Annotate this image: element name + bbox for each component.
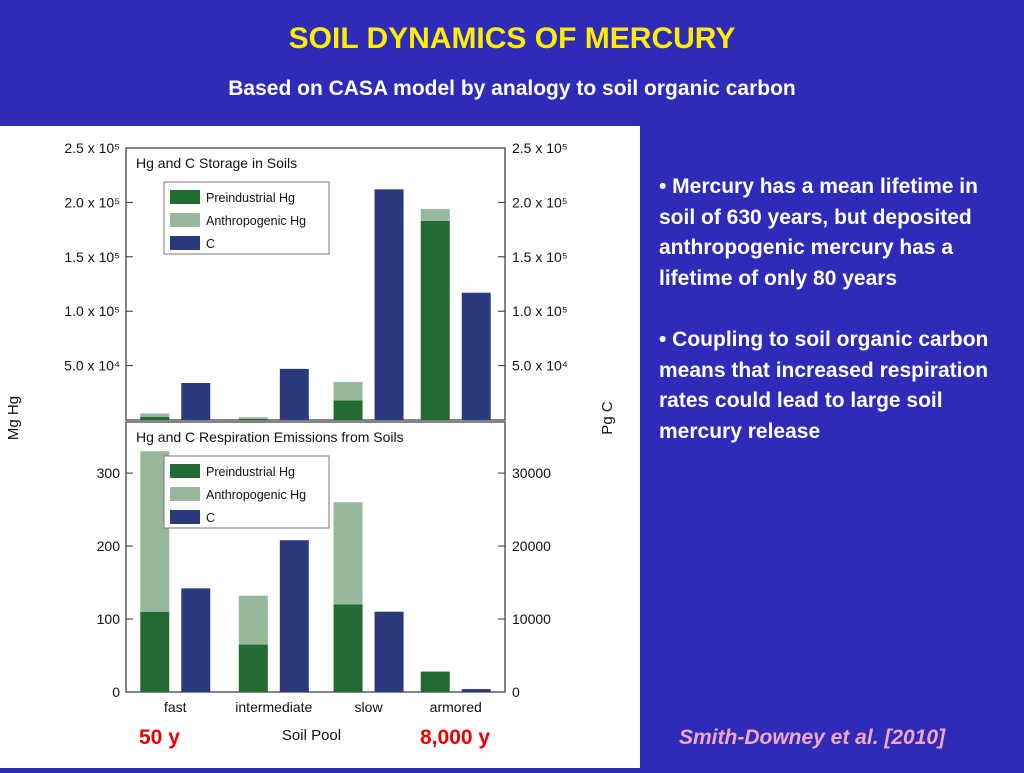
bar-c xyxy=(462,293,491,420)
x-tick-label: slow xyxy=(354,699,383,715)
slide-title: SOIL DYNAMICS OF MERCURY xyxy=(288,22,736,55)
bar-anthropogenic-hg xyxy=(140,413,169,416)
bar-anthropogenic-hg xyxy=(421,209,450,221)
bar-preindustrial-hg xyxy=(334,604,363,692)
y2-tick-label: 0 xyxy=(512,684,520,700)
chart-title: Hg and C Storage in Soils xyxy=(136,155,298,171)
bar-anthropogenic-hg xyxy=(239,596,268,645)
y2-axis-label: Pg C xyxy=(599,401,616,435)
y2-tick-label: 1.0 x 10⁵ xyxy=(512,303,568,320)
y-tick-label: 5.0 x 10⁴ xyxy=(64,357,120,374)
legend-swatch xyxy=(170,213,200,227)
chart-title: Hg and C Respiration Emissions from Soils xyxy=(136,429,404,445)
legend-label: C xyxy=(206,511,216,525)
slide-subtitle: Based on CASA model by analogy to soil organic carbon xyxy=(228,77,796,100)
bar-preindustrial-hg xyxy=(140,417,169,420)
y-tick-label: 1.0 x 10⁵ xyxy=(64,303,120,320)
y-tick-label: 100 xyxy=(96,611,120,628)
legend-label: Preindustrial Hg xyxy=(206,465,295,479)
legend-swatch xyxy=(170,190,200,204)
chart-figure xyxy=(0,126,640,768)
y-tick-label: 0 xyxy=(112,684,120,700)
bar-c xyxy=(181,588,210,692)
fast-lifetime-annotation: 50 y xyxy=(139,726,180,749)
y2-tick-label: 10000 xyxy=(512,611,551,628)
bar-preindustrial-hg xyxy=(421,672,450,692)
bar-anthropogenic-hg xyxy=(334,502,363,604)
y-tick-label: 200 xyxy=(96,538,120,555)
y-tick-label: 1.5 x 10⁵ xyxy=(64,248,120,265)
bar-preindustrial-hg xyxy=(334,400,363,420)
bar-c xyxy=(280,369,309,420)
x-axis-label: Soil Pool xyxy=(281,727,342,744)
y2-tick-label: 20000 xyxy=(512,538,551,555)
bar-c xyxy=(181,383,210,420)
bar-preindustrial-hg xyxy=(421,221,450,420)
bar-preindustrial-hg xyxy=(239,419,268,420)
bar-c xyxy=(375,189,404,420)
bullet-item: • Mercury has a mean lifetime in soil of 630 years, but deposited anthropogenic mercury has a lifetime of only 80 years xyxy=(659,175,978,290)
x-tick-label: intermediate xyxy=(235,699,313,715)
x-tick-label: armored xyxy=(429,699,482,715)
legend-swatch xyxy=(170,464,200,478)
x-tick-label: fast xyxy=(163,699,187,715)
legend-label: Preindustrial Hg xyxy=(206,191,295,205)
y2-tick-label: 2.5 x 10⁵ xyxy=(512,140,568,156)
y2-tick-label: 1.5 x 10⁵ xyxy=(512,248,568,265)
bar-c xyxy=(462,689,491,692)
y-tick-label: 2.5 x 10⁵ xyxy=(64,140,120,156)
bar-preindustrial-hg xyxy=(239,645,268,692)
citation: Smith-Downey et al. [2010] xyxy=(679,726,946,749)
bullet-item: • Coupling to soil organic carbon means that increased respiration rates could lead to large soil mercury release xyxy=(659,328,989,443)
figure-panel xyxy=(0,126,640,768)
y-tick-label: 300 xyxy=(96,465,120,482)
bar-c xyxy=(375,612,404,692)
legend-swatch xyxy=(170,236,200,250)
y2-tick-label: 2.0 x 10⁵ xyxy=(512,194,568,211)
bar-anthropogenic-hg xyxy=(334,382,363,400)
legend-label: Anthropogenic Hg xyxy=(206,214,307,228)
y2-tick-label: 5.0 x 10⁴ xyxy=(512,357,568,374)
bar-c xyxy=(280,540,309,692)
bar-preindustrial-hg xyxy=(140,612,169,692)
y2-tick-label: 30000 xyxy=(512,465,551,482)
armored-lifetime-annotation: 8,000 y xyxy=(420,726,491,749)
legend-label: Anthropogenic Hg xyxy=(206,488,307,502)
y-axis-label: Mg Hg xyxy=(5,395,22,441)
bullet-list xyxy=(659,172,1019,478)
legend-swatch xyxy=(170,510,200,524)
y-tick-label: 2.0 x 10⁵ xyxy=(64,194,120,211)
legend-label: C xyxy=(206,237,216,251)
bar-anthropogenic-hg xyxy=(239,417,268,419)
legend-swatch xyxy=(170,487,200,501)
